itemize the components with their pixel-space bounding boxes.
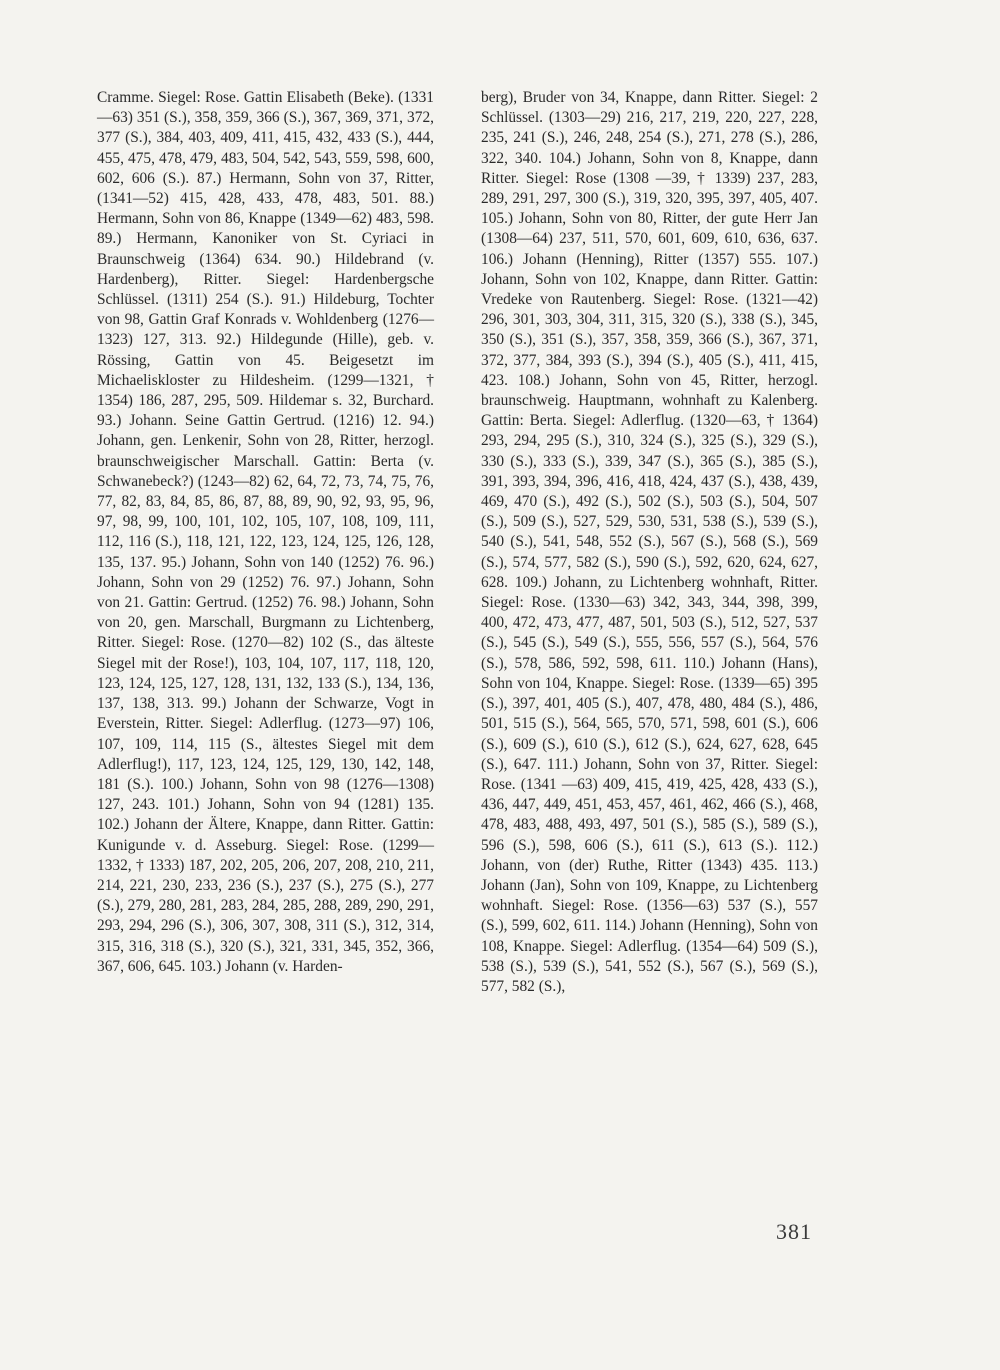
left-text-column <box>97 88 434 977</box>
left-column-text: Cramme. Siegel: Rose. Gattin Elisabeth (Beke). (1331—63) 351 (S.), 358, 359, 366 (S.), 367, 369, 371, 372, 377 (S.), 384, 403, 409, 411, 415, 432, 433 (S.), 444, 455, 475, 478, 479, 483, 504, 542, 543, 559, 598, 600, 602, 606 (S.). 87.) Hermann, Sohn von 37, Ritter, (1341—52) 415, 428, 433, 478, 483, 501. 88.) Hermann, Sohn von 86, Knappe (1349—62) 483, 598. 89.) Hermann, Kanoniker von St. Cyriaci in Braunschweig (1364) 634. 90.) Hildebrand (v. Hardenberg), Ritter. Siegel: Hardenbergsche Schlüssel. (1311) 254 (S.). 91.) Hildeburg, Tochter von 98, Gattin Graf Konrads v. Wohldenberg (1276—1323) 127, 313. 92.) Hildegunde (Hille), geb. v. Rössing, Gattin von 45. Beigesetzt im Michaeliskloster zu Hildesheim. (1299—1321, † 1354) 186, 287, 295, 509. Hildemar s. 32, Burchard. 93.) Johann. Seine Gattin Gertrud. (1216) 12. 94.) Johann, gen. Lenkenir, Sohn von 28, Ritter, herzogl. braunschweigischer Marschall. Gattin: Berta (v. Schwanebeck?) (1243—82) 62, 64, 72, 73, 74, 75, 76, 77, 82, 83, 84, 85, 86, 87, 88, 89, 90, 92, 93, 95, 96, 97, 98, 99, 100, 101, 102, 105, 107, 108, 109, 111, 112, 116 (S.), 118, 121, 122, 123, 124, 125, 126, 128, 135, 137. 95.) Johann, Sohn von 140 (1252) 76. 96.) Johann, Sohn von 29 (1252) 76. 97.) Johann, Sohn von 21. Gattin: Gertrud. (1252) 76. 98.) Johann, Sohn von 20, gen. Marschall, Burgmann zu Lichtenberg, Ritter. Siegel: Rose. (1270—82) 102 (S., das älteste Siegel mit der Rose!), 103, 104, 107, 117, 118, 120, 123, 124, 125, 127, 128, 131, 132, 133 (S.), 134, 136, 137, 138, 313. 99.) Johann der Schwarze, Vogt in Everstein, Ritter. Siegel: Adlerflug. (1273—97) 106, 107, 109, 114, 115 (S., ältestes Siegel mit dem Adlerflug!), 117, 123, 124, 125, 129, 130, 142, 148, 181 (S.). 100.) Johann, Sohn von 98 (1276—1308) 127, 243. 101.) Johann, Sohn von 94 (1281) 135. 102.) Johann der Ältere, Knappe, dann Ritter. Gattin: Kunigunde v. d. Asseburg. Siegel: Rose. (1299—1332, † 1333) 187, 202, 205, 206, 207, 208, 210, 211, 214, 221, 230, 233, 236 (S.), 237 (S.), 275 (S.), 277 (S.), 279, 280, 281, 283, 284, 285, 288, 289, 290, 291, 293, 294, 296 (S.), 306, 307, 308, 311 (S.), 312, 314, 315, 316, 318 (S.), 320 (S.), 321, 331, 345, 352, 366, 367, 606, 645. 103.) Johann (v. Harden- <box>97 89 434 975</box>
right-column-text: berg), Bruder von 34, Knappe, dann Ritter. Siegel: 2 Schlüssel. (1303—29) 216, 217, 219, 220, 227, 228, 235, 241 (S.), 246, 248, 254 (S.), 271, 278 (S.), 286, 322, 340. 104.) Johann, Sohn von 8, Knappe, dann Ritter. Siegel: Rose (1308 —39, † 1339) 237, 283, 289, 291, 297, 300 (S.), 319, 320, 395, 397, 405, 407. 105.) Johann, Sohn von 80, Ritter, der gute Herr Jan (1308—64) 237, 511, 570, 601, 609, 610, 636, 637. 106.) Johann (Henning), Ritter (1357) 555. 107.) Johann, Sohn von 102, Knappe, dann Ritter. Gattin: Vredeke von Rautenberg. Siegel: Rose. (1321—42) 296, 301, 303, 304, 311, 315, 320 (S.), 338 (S.), 345, 350 (S.), 351 (S.), 357, 358, 359, 366 (S.), 367, 371, 372, 377, 384, 393 (S.), 394 (S.), 405 (S.), 411, 415, 423. 108.) Johann, Sohn von 45, Ritter, herzogl. braunschweig. Hauptmann, wohnhaft zu Kalenberg. Gattin: Berta. Siegel: Adlerflug. (1320—63, † 1364) 293, 294, 295 (S.), 310, 324 (S.), 325 (S.), 329 (S.), 330 (S.), 333 (S.), 339, 347 (S.), 365 (S.), 385 (S.), 391, 393, 394, 396, 416, 418, 424, 437 (S.), 438, 439, 469, 470 (S.), 492 (S.), 502 (S.), 503 (S.), 504, 507 (S.), 509 (S.), 527, 529, 530, 531, 538 (S.), 539 (S.), 540 (S.), 541, 548, 552 (S.), 567 (S.), 568 (S.), 569 (S.), 574, 577, 582 (S.), 590 (S.), 592, 620, 624, 627, 628. 109.) Johann, zu Lichtenberg wohnhaft, Ritter. Siegel: Rose. (1330—63) 342, 343, 344, 398, 399, 400, 472, 473, 477, 487, 501, 503 (S.), 512, 527, 537 (S.), 545 (S.), 549 (S.), 555, 556, 557 (S.), 564, 576 (S.), 578, 586, 592, 598, 611. 110.) Johann (Hans), Sohn von 104, Knappe. Siegel: Rose. (1339—65) 395 (S.), 397, 401, 405 (S.), 407, 478, 480, 484 (S.), 486, 501, 515 (S.), 564, 565, 570, 571, 598, 601 (S.), 606 (S.), 609 (S.), 610 (S.), 612 (S.), 624, 627, 628, 645 (S.), 647. 111.) Johann, Sohn von 37, Ritter. Siegel: Rose. (1341 —63) 409, 415, 419, 425, 428, 433 (S.), 436, 447, 449, 451, 453, 457, 461, 462, 466 (S.), 468, 478, 483, 488, 493, 497, 501 (S.), 585 (S.), 589 (S.), 596 (S.), 598, 606 (S.), 611 (S.), 613 (S.). 112.) Johann, von (der) Ruthe, Ritter (1343) 435. 113.) Johann (Jan), Sohn von 109, Knappe, zu Lichtenberg wohnhaft. Siegel: Rose. (1356—63) 537 (S.), 557 (S.), 599, 602, 611. 114.) Johann (Henning), Sohn von 108, Knappe. Siegel: Adlerflug. (1354—64) 509 (S.), 538 (S.), 539 (S.), 541, 552 (S.), 567 (S.), 569 (S.), 577, 582 (S.), <box>481 89 818 995</box>
page-number: 381 <box>776 1219 812 1244</box>
right-text-column <box>481 88 818 997</box>
